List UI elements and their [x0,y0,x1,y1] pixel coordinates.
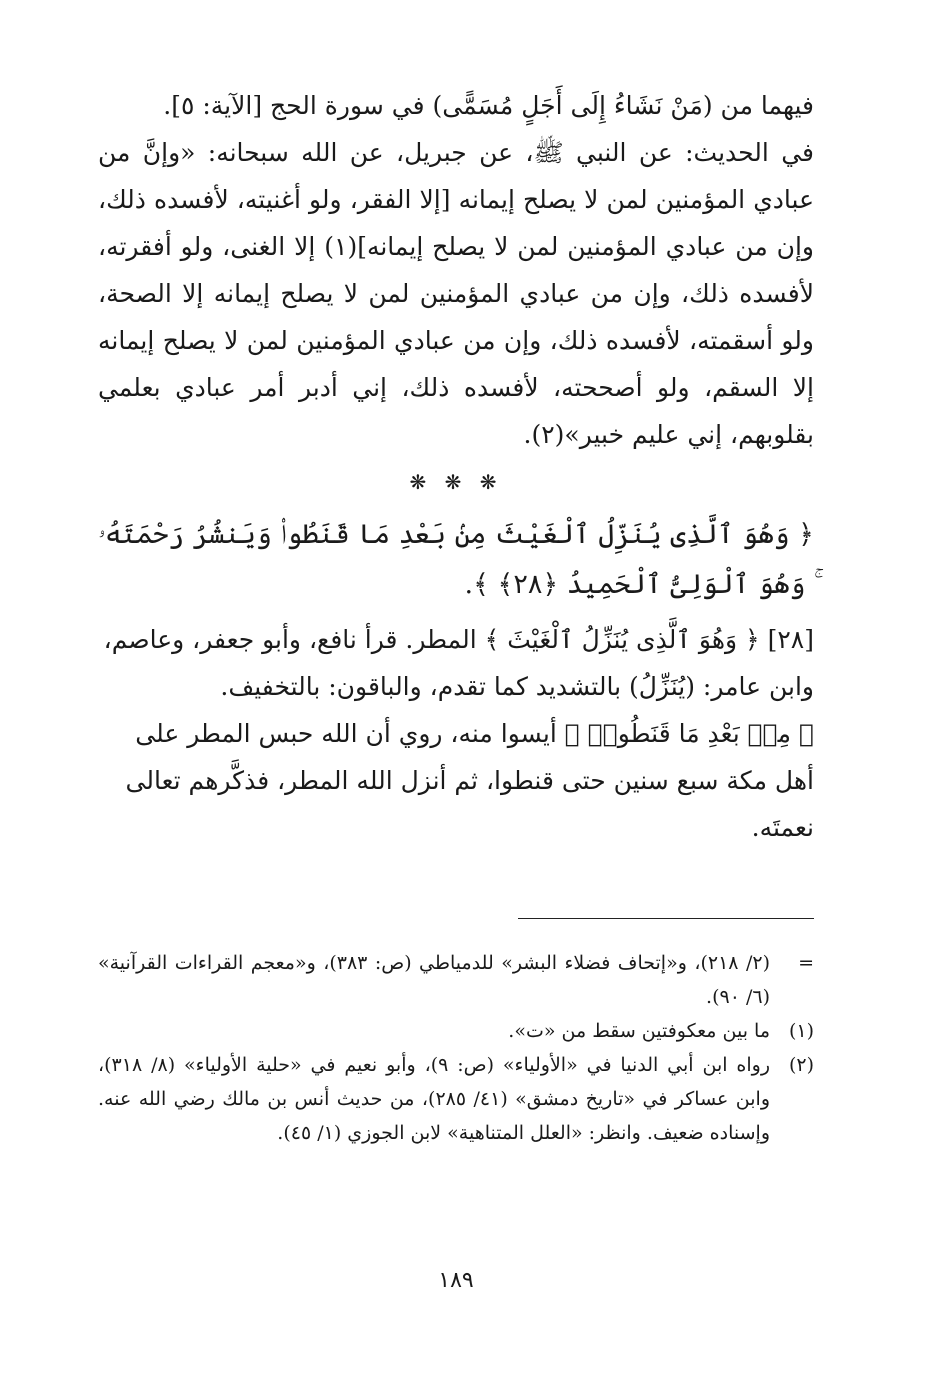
commentary-paragraph-2: ﴿ مِنۢ بَعْدِ مَا قَنَطُوا۟ ﴾ أيسوا منه، روي أن الله حبس المطر على أهل مكة سبع سنين حتى قنطوا، ثم أنزل الله المطر، فذكَّرهم تعالى نعمتَه. [125,719,814,842]
footnote-item [98,1014,814,1048]
section-separator: ❋ ❋ ❋ [409,470,503,494]
quran-verse: ﴿ وَهُوَ ٱلَّذِى يُنَزِّلُ ٱلْغَيْثَ مِنۢ بَعْدِ مَا قَنَطُوا۟ وَيَنشُرُ رَحْمَتَهُۥ ۚ وَهُوَ ٱلْوَلِىُّ ٱلْحَمِيدُ ﴿٢٨﴾ ﴾. [98,519,814,600]
intro-line: فيهما من (مَنْ نَشَاءُ إِلَى أَجَلٍ مُسَمًّى) في سورة الحج [الآية: ٥]. [163,91,814,120]
footnote-item [98,946,814,1014]
footnote-item [98,1048,814,1150]
footnote-marker: (٢) [788,1054,814,1076]
footnotes [98,946,814,1150]
book-page [98,82,814,1302]
page-number: ١٨٩ [438,1268,474,1293]
commentary-paragraph-1: [٢٨] ﴿ وَهُوَ ٱلَّذِى يُنَزِّلُ ٱلْغَيْثَ ﴾ المطر. قرأ نافع، وأبو جعفر، وعاصم، وابن عامر: (يُنَزِّلُ) بالتشديد كما تقدم، والباقون: بالتخفيف. [103,625,814,701]
main-text [98,82,814,458]
footnote-divider [518,918,814,919]
footnote-marker: = [798,952,814,974]
footnote-text: (٢/ ٢١٨)، و«إتحاف فضلاء البشر» للدمياطي (ص: ٣٨٣)، و«معجم القراءات القرآنية» (٦/ ٩٠). [98,952,771,1008]
footnote-text: ما بين معكوفتين سقط من «ت». [508,1020,770,1042]
hadith-paragraph: في الحديث: عن النبي ﷺ، عن جبريل، عن الله سبحانه: «وإنَّ من عبادي المؤمنين لمن لا يصلح إيمانه [إلا الفقر، ولو أغنيته، لأفسده ذلك، وإن من عبادي المؤمنين لمن لا يصلح إيمانه](١) إلا الغنى، ولو أفقرته، لأفسده ذلك، وإن من عبادي المؤمنين لمن لا يصلح إيمانه إلا الصحة، ولو أسقمته، لأفسده ذلك، وإن من عبادي المؤمنين لمن لا يصلح إيمانه إلا السقم، ولو أصححته، لأفسده ذلك، إني أدبر أمر عبادي بعلمي بقلوبهم، إني عليم خبير»(٢). [98,138,814,449]
footnote-text: رواه ابن أبي الدنيا في «الأولياء» (ص: ٩)، وأبو نعيم في «حلية الأولياء» (٨/ ٣١٨)، وابن عساكر في «تاريخ دمشق» (٤١/ ٢٨٥)، من حديث أنس بن مالك رضي الله عنه. وإسناده ضعيف. وانظر: «العلل المتناهية» لابن الجوزي (١/ ٤٥). [98,1054,771,1144]
footnote-marker: (١) [788,1020,814,1042]
